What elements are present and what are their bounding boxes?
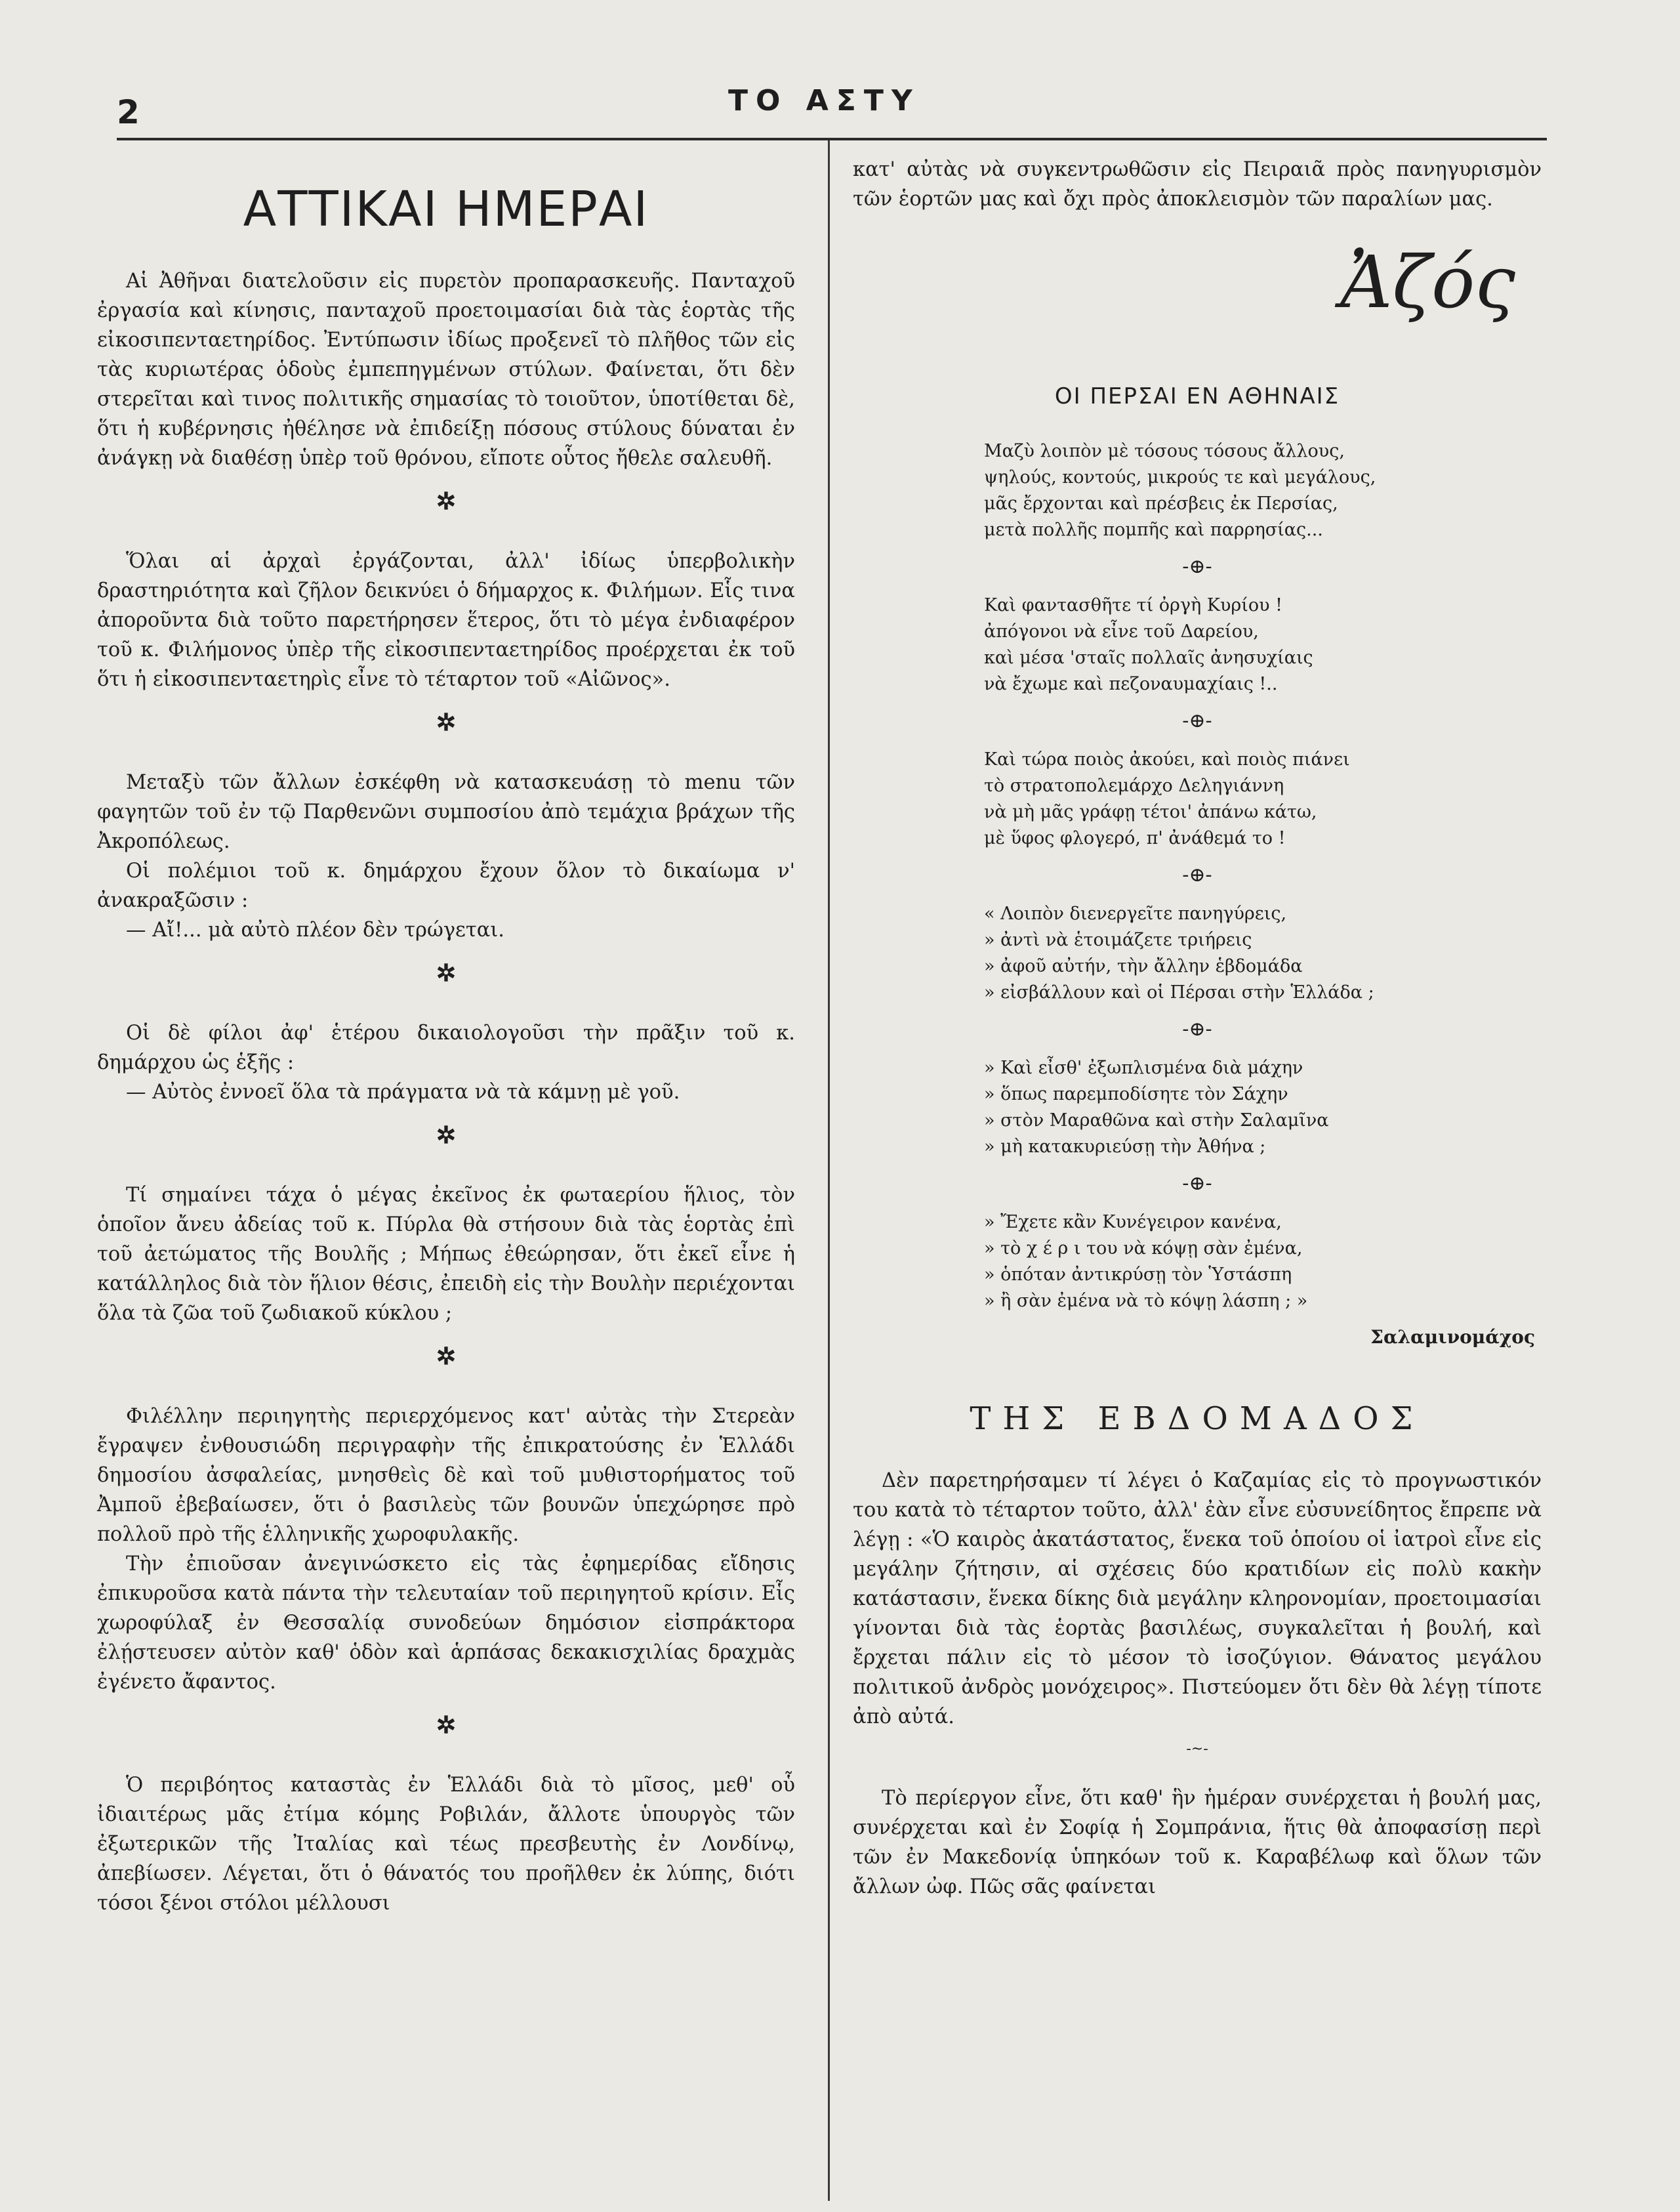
poem-stanza <box>984 1209 1542 1314</box>
paragraph: Τί σημαίνει τάχα ὁ μέγας ἐκεῖνος ἐκ φωταερίου ἥλιος, τὸν ὁποῖον ἄνευ ἀδείας τοῦ κ. Πύρλα θὰ στήσουν διὰ τὰς ἑορτὰς ἐπὶ τοῦ ἀετώματος τῆς Βουλῆς ; Μήπως ἐθεώρησαν, ὅτι ἐκεῖ εἶνε ἡ κατάλληλος διὰ τὸν ἥλιον θέσις, ἐπειδὴ εἰς τὴν Βουλὴν περιέχονται ὅλα τὰ ζῶα τοῦ ζωδιακοῦ κύκλου ; <box>97 1184 795 1325</box>
signature: Ἀζός <box>1340 240 1515 324</box>
poem-line: » Καὶ εἶσθ' ἐξωπλισμένα διὰ μάχην <box>984 1058 1303 1078</box>
poem-line: » ἢ σὰν ἐμένα νὰ τὸ κόψῃ λάσπη ; » <box>984 1291 1308 1311</box>
poem-line: » ἀντὶ νὰ ἑτοιμάζετε τριήρεις <box>984 930 1252 950</box>
poem-stanza <box>984 747 1542 852</box>
ornament: -⊕- <box>1182 864 1212 887</box>
poem-line: Μαζὺ λοιπὸν μὲ τόσους τόσους ἄλλους, <box>984 441 1345 461</box>
top-rule <box>117 138 1547 140</box>
poem-line: « Λοιπὸν διενεργεῖτε πανηγύρεις, <box>984 904 1287 924</box>
poem-stanza <box>984 593 1542 698</box>
poem-line: τὸ στρατοπολεμάρχο Δεληγιάννη <box>984 776 1284 796</box>
section-title-attic-days: ΑΤΤΙΚΑΙ ΗΜΕΡΑΙ <box>243 181 649 238</box>
separator-star: ✲ <box>436 1343 457 1370</box>
poem-author: Σαλαμινομάχος <box>1370 1326 1535 1348</box>
section-title-week: ΤΗΣ ΕΒΔΟΜΑΔΟΣ <box>970 1400 1425 1437</box>
ornament: -⊕- <box>1182 555 1212 578</box>
poem-line: Καὶ φαντασθῆτε τί ὀργὴ Κυρίου ! <box>984 595 1282 616</box>
poem-line: » εἰσβάλλουν καὶ οἱ Πέρσαι στὴν Ἑλλάδα ; <box>984 982 1374 1003</box>
poem-stanza <box>984 901 1542 1006</box>
paragraph: Μεταξὺ τῶν ἄλλων ἐσκέφθη νὰ κατασκευάσῃ τὸ menu τῶν φαγητῶν τοῦ ἐν τῷ Παρθενῶνι συμποσίου ἀπὸ τεμάχια βράχων τῆς Ἀκροπόλεως. <box>97 771 795 853</box>
paragraph: Ὅλαι αἱ ἀρχαὶ ἐργάζονται, ἀλλ' ἰδίως ὑπερβολικὴν δραστηριότητα καὶ ζῆλον δεικνύει ὁ δήμαρχος κ. Φιλήμων. Εἷς τινα ἀποροῦντα διὰ τοῦτο παρετήρησεν ἕτερος, ὅτι τὸ μέγα ἐνδιαφέρον τοῦ κ. Φιλήμονος ὑπὲρ τῆς εἰκοσιπενταετηρίδος προέρχεται ἐκ τοῦ ὅτι ἡ εἰκοσιπενταετηρὶς εἶνε τὸ τέταρτον τοῦ «Αἰῶνος». <box>97 550 795 691</box>
column-divider <box>828 140 830 2201</box>
masthead: ΤΟ ΑΣΤΥ <box>728 84 920 117</box>
separator-star: ✲ <box>436 959 457 987</box>
paragraph: Οἱ δὲ φίλοι ἀφ' ἑτέρου δικαιολογοῦσι τὴν πρᾶξιν τοῦ κ. δημάρχου ὡς ἑξῆς : <box>97 1022 795 1074</box>
poem-line: » ὅπως παρεμποδίσητε τὸν Σάχην <box>984 1084 1288 1104</box>
poem-line: » ἀφοῦ αὐτήν, τὴν ἄλλην ἑβδομάδα <box>984 956 1303 976</box>
poem-title: ΟΙ ΠΕΡΣΑΙ ΕΝ ΑΘΗΝΑΙΣ <box>1054 383 1340 409</box>
paragraph: Τὸ περίεργον εἶνε, ὅτι καθ' ἣν ἡμέραν συνέρχεται ἡ βουλή μας, συνέρχεται καὶ ἐν Σοφίᾳ ἡ Σομπράνια, ἥτις θὰ ἀποφασίσῃ περὶ τῶν ἐν Μακεδονίᾳ ὑπηκόων τοῦ κ. Καραβέλωφ καὶ ὅλων τῶν ἄλλων ὠφ. Πῶς σᾶς φαίνεται <box>853 1787 1542 1898</box>
poem-line: μᾶς ἔρχονται καὶ πρέσβεις ἐκ Περσίας, <box>984 493 1338 514</box>
right-column <box>853 155 1542 1902</box>
paragraph: Αἱ Ἀθῆναι διατελοῦσιν εἰς πυρετὸν προπαρασκευῆς. Πανταχοῦ ἐργασία καὶ κίνησις, πανταχοῦ προετοιμασίαι διὰ τὰς ἑορτὰς τῆς εἰκοσιπενταετηρίδος. Ἐντύπωσιν ἰδίως προξενεῖ τὸ πλῆθος τῶν εἰς τὰς κυριωτέρας ὁδοὺς ἐμπεπηγμένων στύλων. Φαίνεται, ὅτι δὲν στερεῖται καὶ τινος πολιτικῆς σημασίας τὸ τοιοῦτον, ὑποτίθεται δὲ, ὅτι ἡ κυβέρνησις ἠθέλησε νὰ ἐπιδείξῃ πόσους στύλους δύναται ἐν ἀνάγκῃ νὰ διαθέσῃ ὑπὲρ τοῦ θρόνου, εἴποτε οὗτος ἤθελε σαλευθῆ. <box>97 270 795 470</box>
poem-line: μετὰ πολλῆς πομπῆς καὶ παρρησίας... <box>984 520 1323 540</box>
separator-star: ✲ <box>436 1121 457 1149</box>
poem-line: » τὸ χ έ ρ ι του νὰ κόψῃ σὰν ἐμένα, <box>984 1238 1303 1259</box>
poem-line: μὲ ὕφος φλογερό, π' ἀνάθεμά το ! <box>984 828 1286 848</box>
paragraph: Φιλέλλην περιηγητὴς περιερχόμενος κατ' αὐτὰς τὴν Στερεὰν ἔγραψεν ἐνθουσιώδη περιγραφὴν τῆς ἐπικρατούσης ἐν Ἑλλάδι δημοσίου ἀσφαλείας, μνησθεὶς δὲ καὶ τοῦ μυθιστορήματος τοῦ Ἀμποῦ ἐβεβαίωσεν, ὅτι ὁ βασιλεὺς τῶν βουνῶν ὑπεχώρησε πρὸ πολλοῦ πρὸ τῆς ἑλληνικῆς χωροφυλακῆς. <box>97 1405 795 1546</box>
paragraph-continuation: κατ' αὐτὰς νὰ συγκεντρωθῶσιν εἰς Πειραιᾶ πρὸς πανηγυρισμὸν τῶν ἑορτῶν μας καὶ ὄχι πρὸς ἀποκλεισμὸν τῶν παραλίων μας. <box>853 158 1542 211</box>
ornament: -⊕- <box>1182 1018 1212 1041</box>
small-ornament: -~- <box>1186 1741 1208 1757</box>
paragraph: Δὲν παρετηρήσαμεν τί λέγει ὁ Καζαμίας εἰς τὸ προγνωστικόν του κατὰ τὸ τέταρτον τοῦτο, ἀλλ' ἐὰν εἶνε εὐσυνείδητος ἔπρεπε νὰ λέγῃ : «Ὁ καιρὸς ἀκατάστατος, ἕνεκα τοῦ ὁποίου οἱ ἰατροὶ εἶνε εἰς μεγάλην ζήτησιν, αἱ σχέσεις δύο κρατιδίων εἰς πολὺ κακὴν κατάστασιν, ἕνεκα δίκης διὰ μεγάλην κληρονομίαν, προετοιμασίαι γίνονται διὰ τὰς ἑορτὰς βασιλέως, συγκαλεῖται ἡ βουλή, καὶ ἔρχεται πάλιν εἰς τὸ μέσον τὸ ἰσοζύγιον. Θάνατος μεγάλου πολιτικοῦ ἀνδρὸς μονόχειρος». Πιστεύομεν ὅτι δὲν θὰ λέγῃ τίποτε ἀπὸ αὐτά. <box>853 1469 1542 1728</box>
poem-line: » ὁπόταν ἀντικρύσῃ τὸν Ὑστάσπη <box>984 1264 1292 1285</box>
separator-star: ✲ <box>436 488 457 515</box>
paragraph: — Αἴ!... μὰ αὐτὸ πλέον δὲν τρώγεται. <box>126 919 504 942</box>
paragraph: — Αὐτὸς ἐννοεῖ ὅλα τὰ πράγματα νὰ τὰ κάμνῃ μὲ γοῦ. <box>126 1081 680 1104</box>
poem-line: νὰ μὴ μᾶς γράφῃ τέτοι' ἀπάνω κάτω, <box>984 802 1317 822</box>
poem-line: » μὴ κατακυριεύσῃ τὴν Ἀθήνα ; <box>984 1137 1266 1157</box>
poem-line: ἀπόγονοι νὰ εἶνε τοῦ Δαρείου, <box>984 621 1259 642</box>
left-column <box>97 155 795 1918</box>
poem-line: Καὶ τώρα ποιὸς ἀκούει, καὶ ποιὸς πιάνει <box>984 749 1350 770</box>
poem-line: » στὸν Μαραθῶνα καὶ στὴν Σαλαμῖνα <box>984 1110 1329 1131</box>
poem-line: νὰ ἔχωμε καὶ πεζοναυμαχίαις !.. <box>984 674 1278 694</box>
poem-line: καὶ μέσα 'σταῖς πολλαῖς ἀνησυχίαις <box>984 648 1313 668</box>
paragraph: Τὴν ἐπιοῦσαν ἀνεγινώσκετο εἰς τὰς ἐφημερίδας εἴδησις ἐπικυροῦσα κατὰ πάντα τὴν τελευταίαν τοῦ περιηγητοῦ κρίσιν. Εἷς χωροφύλαξ ἐν Θεσσαλίᾳ συνοδεύων δημόσιον εἰσπράκτορα ἐλῄστευσεν αὐτὸν καθ' ὁδὸν καὶ ἁρπάσας δεκακισχιλίας δραχμὰς ἐγένετο ἄφαντος. <box>97 1553 795 1694</box>
poem-line: » Ἔχετε κἂν Κυνέγειρον κανένα, <box>984 1212 1282 1232</box>
separator-star: ✲ <box>436 1711 457 1739</box>
page-number: 2 <box>117 93 140 131</box>
ornament: -⊕- <box>1182 1172 1212 1195</box>
poem-stanza <box>984 1055 1542 1160</box>
separator-star: ✲ <box>436 709 457 736</box>
paragraph: Οἱ πολέμιοι τοῦ κ. δημάρχου ἔχουν ὅλον τὸ δικαίωμα ν' ἀνακραξῶσιν : <box>97 860 795 912</box>
poem-line: ψηλούς, κοντούς, μικρούς τε καὶ μεγάλους, <box>984 467 1376 488</box>
paragraph: Ὁ περιβόητος καταστὰς ἐν Ἑλλάδι διὰ τὸ μῖσος, μεθ' οὗ ἰδιαιτέρως μᾶς ἐτίμα κόμης Ροβιλάν, ἄλλοτε ὑπουργὸς τῶν ἐξωτερικῶν τῆς Ἰταλίας καὶ τέως πρεσβευτὴς ἐν Λονδίνῳ, ἀπεβίωσεν. Λέγεται, ὅτι ὁ θάνατός του προῆλθεν ἐκ λύπης, διότι τόσοι ξένοι στόλοι μέλλουσι <box>97 1774 795 1915</box>
ornament: -⊕- <box>1182 709 1212 732</box>
poem-stanza <box>984 438 1542 543</box>
